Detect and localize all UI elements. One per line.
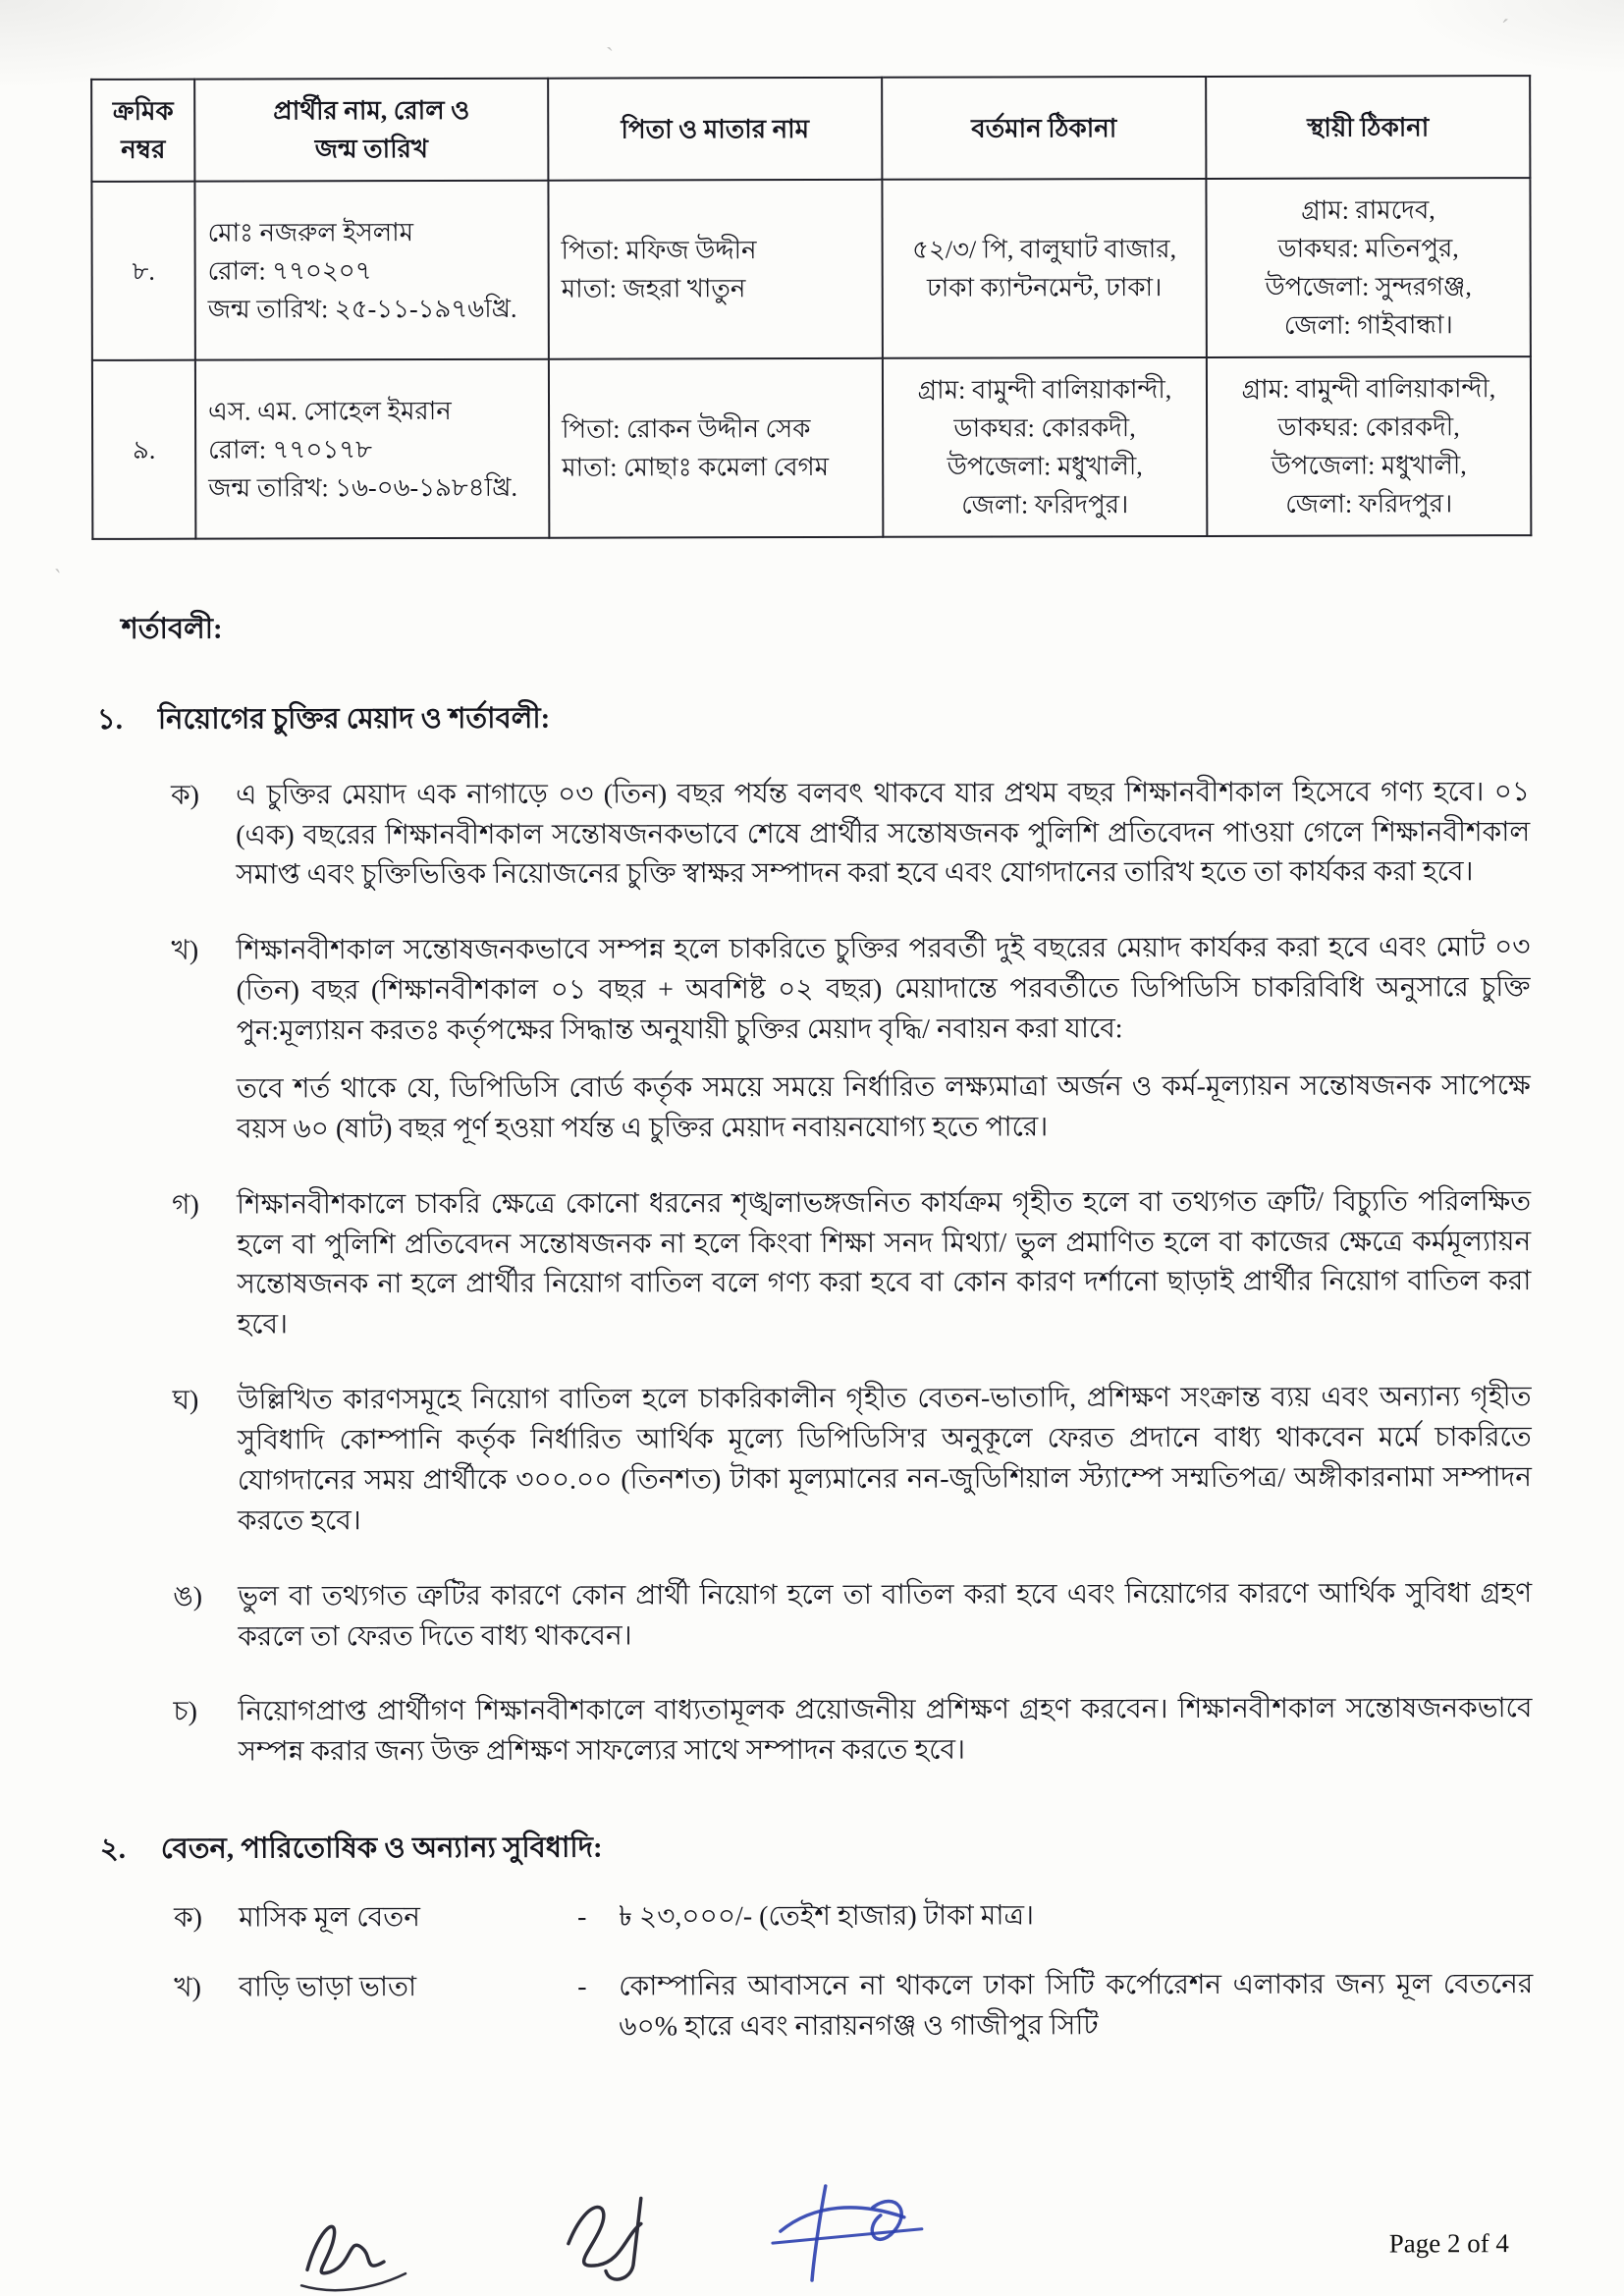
cell-present-address: ৫২/৩/ পি, বালুঘাট বাজার, ঢাকা ক্যান্টনমেন্ট, ঢাকা। <box>882 179 1206 358</box>
scan-artifact: ˏ <box>606 26 615 52</box>
col-header-present-address: বর্তমান ঠিকানা <box>882 77 1206 180</box>
section-1-number: ১. <box>96 704 123 737</box>
pay-item-dash: - <box>577 1902 587 1934</box>
cell-parents: পিতা: মফিজ উদ্দীন মাতা: জহরা খাতুন <box>548 180 882 359</box>
table-row <box>92 356 1531 539</box>
section-1-title: নিয়োগের চুক্তির মেয়াদ ও শর্তাবলী: <box>157 703 551 737</box>
section-2-title: বেতন, পারিতোষিক ও অন্যান্য সুবিধাদি: <box>160 1831 603 1865</box>
pay-item-label: খ) <box>174 1972 201 2004</box>
term-item-proviso: তবে শর্ত থাকে যে, ডিপিডিসি বোর্ড কর্তৃক সময়ে সময়ে নির্ধারিত লক্ষ্যমাত্রা অর্জন ও কর্ম-মূল্যায়ন সন্তোষজনক সাপেক্ষে বয়স ৬০ (ষাট) বছর পূর্ণ হওয়া পর্যন্ত এ চুক্তির মেয়াদ নবায়নযোগ্য হতে পারে। <box>236 1069 1531 1145</box>
term-item <box>173 1689 1532 1773</box>
pay-item-label: ক) <box>174 1903 203 1935</box>
col-header-permanent-address: স্থায়ী ঠিকানা <box>1206 76 1530 179</box>
term-item-text: শিক্ষানবীশকালে চাকরি ক্ষেত্রে কোনো ধরনের শৃঙ্খলাভঙ্গজনিত কার্যক্রম গৃহীত হলে বা তথ্যগত ত্রুটি/ বিচ্যুতি পরিলক্ষিত হলে বা পুলিশি প্রতিবেদন সন্তোষজনক না হলে কিংবা শিক্ষা সনদ মিথ্যা/ ভুল প্রমাণিত হলে বা কাজের ক্ষেত্রে কর্মমূল্যায়ন সন্তোষজনক না হলে প্রার্থীর নিয়োগ বাতিল বলে গণ্য করা হবে বা কোন কারণ দর্শানো ছাড়াই প্রার্থীর নিয়োগ বাতিল করা হবে। <box>237 1185 1532 1340</box>
term-item-text: শিক্ষানবীশকাল সন্তোষজনকভাবে সম্পন্ন হলে চাকরিতে চুক্তির পরবর্তী দুই বছরের মেয়াদ কার্যকর করা হবে এবং মোট ০৩ (তিন) বছর (শিক্ষানবীশকাল ০১ বছর + অবশিষ্ট ০২ বছর) মেয়াদান্তে পরবর্তীতে ডিপিডিসি চাকরিবিধি অনুসারে চুক্তি পুন:মূল্যায়ন করতঃ কর্তৃপক্ষের সিদ্ধান্ত অনুযায়ী চুক্তির মেয়াদ বৃদ্ধি/ নবায়ন করা যাবে: <box>236 932 1531 1047</box>
pay-item <box>174 1896 1533 1940</box>
section-2-title-row <box>100 1825 1624 1870</box>
pay-item-value: কোম্পানির আবাসনে না থাকলে ঢাকা সিটি কর্পোরেশন এলাকার জন্য মূল বেতনের ৬০% হারে এবং নারায়নগঞ্জ ও গাজীপুর সিটি <box>619 1969 1534 2043</box>
pay-item <box>174 1965 1533 2049</box>
cell-name-roll-dob: মোঃ নজরুল ইসলাম রোল: ৭৭০২০৭ জন্ম তারিখ: ২৫-১১-১৯৭৬খ্রি. <box>194 181 548 360</box>
terms-heading: শর্তাবলী: <box>121 613 223 645</box>
cell-serial: ৯. <box>92 360 195 539</box>
term-item-label: ঙ) <box>173 1581 203 1613</box>
pay-item-value: ৳ ২৩,০০০/- (তেইশ হাজার) টাকা মাত্র। <box>619 1900 1035 1934</box>
col-header-parents: পিতা ও মাতার নাম <box>548 78 882 181</box>
term-item <box>171 773 1530 897</box>
pay-item-name: মাসিক মূল বেতন <box>239 1902 420 1935</box>
cell-permanent-address: গ্রাম: বামুন্দী বালিয়াকান্দী, ডাকঘর: কোরকদী, উপজেলা: মধুখালী, জেলা: ফরিদপুর। <box>1207 356 1531 536</box>
scan-artifact: ˏ <box>53 547 66 574</box>
term-item-label: খ) <box>171 935 199 966</box>
col-header-serial: ক্রমিক নম্বর <box>91 80 194 182</box>
term-item <box>172 1182 1531 1346</box>
page-number: Page 2 of 4 <box>1388 2228 1509 2259</box>
cell-permanent-address: গ্রাম: রামদেব, ডাকঘর: মতিনপুর, উপজেলা: সুন্দরগঞ্জ, জেলা: গাইবান্ধা। <box>1206 178 1530 357</box>
section-2-number: ২. <box>99 1832 127 1866</box>
signature-1 <box>290 2199 417 2296</box>
table-header-row <box>91 76 1530 182</box>
scan-artifact: ˊ <box>1500 16 1510 42</box>
table-row <box>91 178 1530 360</box>
term-item-label: ক) <box>171 780 200 811</box>
signature-3 <box>757 2174 944 2296</box>
term-item-text: এ চুক্তির মেয়াদ এক নাগাড়ে ০৩ (তিন) বছর পর্যন্ত বলবৎ থাকবে যার প্রথম বছর শিক্ষানবীশকাল হিসেবে গণ্য হবে। ০১ (এক) বছরের শিক্ষানবীশকাল সন্তোষজনকভাবে শেষে প্রার্থীর সন্তোষজনক পুলিশি প্রতিবেদন পাওয়া গেলে শিক্ষানবীশকাল সমাপ্ত এবং চুক্তিভিত্তিক নিয়োজনের চুক্তি স্বাক্ষর সম্পাদন করা হবে এবং যোগদানের তারিখ হতে তা কার্যকর করা হবে। <box>236 776 1531 891</box>
term-item <box>171 928 1531 1150</box>
cell-serial: ৮. <box>91 182 194 360</box>
term-item-label: চ) <box>173 1697 197 1728</box>
cell-parents: পিতা: রোকন উদ্দীন সেক মাতা: মোছাঃ কমেলা বেগম <box>549 358 883 538</box>
pay-item-name: বাড়ি ভাড়া ভাতা <box>239 1972 417 2003</box>
term-item-text: ভুল বা তথ্যগত ত্রুটির কারণে কোন প্রার্থী নিয়োগ হলে তা বাতিল করা হবে এবং নিয়োগের কারণে আর্থিক সুবিধা গ্রহণ করলে তা ফেরত দিতে বাধ্য থাকবেন। <box>238 1577 1533 1653</box>
candidates-table <box>90 75 1532 540</box>
cell-name-roll-dob: এস. এম. সোহেল ইমরান রোল: ৭৭০১৭৮ জন্ম তারিখ: ১৬-০৬-১৯৮৪খ্রি. <box>195 359 549 539</box>
term-item-label: ঘ) <box>172 1385 199 1416</box>
cell-present-address: গ্রাম: বামুন্দী বালিয়াকান্দী, ডাকঘর: কোরকদী, উপজেলা: মধুখালী, জেলা: ফরিদপুর। <box>883 357 1207 537</box>
term-item-label: গ) <box>172 1189 199 1221</box>
section-1-title-row <box>97 695 1623 740</box>
term-item <box>173 1378 1532 1542</box>
terms-content <box>0 605 1624 2050</box>
signature-2 <box>531 2182 678 2295</box>
term-item <box>173 1574 1532 1658</box>
col-header-name-roll-dob: প্রার্থীর নাম, রোল ও জন্ম তারিখ <box>194 79 548 182</box>
term-item-text: উল্লিখিত কারণসমূহে নিয়োগ বাতিল হলে চাকরিকালীন গৃহীত বেতন-ভাতাদি, প্রশিক্ষণ সংক্রান্ত ব্যয় এবং অন্যান্য গৃহীত সুবিধাদি কোম্পানি কর্তৃক নির্ধারিত আর্থিক মূল্যে ডিপিডিসি'র অনুকূলে ফেরত প্রদানে বাধ্য থাকবেন মর্মে চাকরিতে যোগদানের সময় প্রার্থীকে ৩০০.০০ (তিনশত) টাকা মূল্যমানের নন-জুডিশিয়াল স্ট্যাম্পে সম্মতিপত্র/ অঙ্গীকারনামা সম্পাদন করতে হবে। <box>237 1382 1532 1537</box>
pay-item-dash: - <box>577 1971 587 2002</box>
term-item-text: নিয়োগপ্রাপ্ত প্রার্থীগণ শিক্ষানবীশকালে বাধ্যতামূলক প্রয়োজনীয় প্রশিক্ষণ গ্রহণ করবেন। শিক্ষানবীশকাল সন্তোষজনকভাবে সম্পন্ন করার জন্য উক্ত প্রশিক্ষণ সাফল্যের সাথে সম্পাদন করতে হবে। <box>238 1693 1533 1768</box>
